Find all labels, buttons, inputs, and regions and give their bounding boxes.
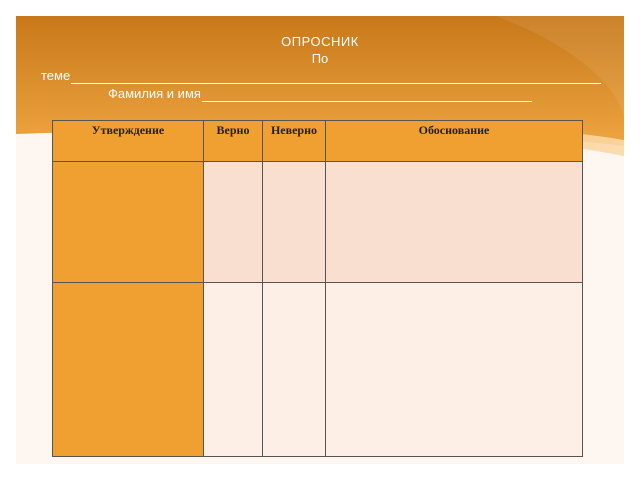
column-header-true: Верно <box>204 121 263 162</box>
reason-cell[interactable] <box>326 283 583 457</box>
page-title: ОПРОСНИК <box>281 34 359 49</box>
false-cell[interactable] <box>263 283 326 457</box>
true-cell[interactable] <box>204 162 263 283</box>
statement-cell[interactable] <box>53 283 204 457</box>
reason-cell[interactable] <box>326 162 583 283</box>
name-underline <box>202 89 532 102</box>
column-header-reason: Обоснование <box>326 121 583 162</box>
survey-table <box>52 120 583 457</box>
page-subtitle: По <box>311 51 329 66</box>
topic-label: теме <box>41 68 71 83</box>
table-row <box>53 283 583 457</box>
table-row <box>53 162 583 283</box>
name-label: Фамилия и имя <box>108 86 201 101</box>
slide <box>16 16 624 464</box>
true-cell[interactable] <box>204 283 263 457</box>
topic-underline <box>71 71 601 84</box>
column-header-statement: Утверждение <box>53 121 204 162</box>
statement-cell[interactable] <box>53 162 204 283</box>
name-field[interactable] <box>108 86 532 102</box>
false-cell[interactable] <box>263 162 326 283</box>
topic-field[interactable] <box>41 68 601 84</box>
column-header-false: Неверно <box>263 121 326 162</box>
table-header-row <box>53 121 583 162</box>
